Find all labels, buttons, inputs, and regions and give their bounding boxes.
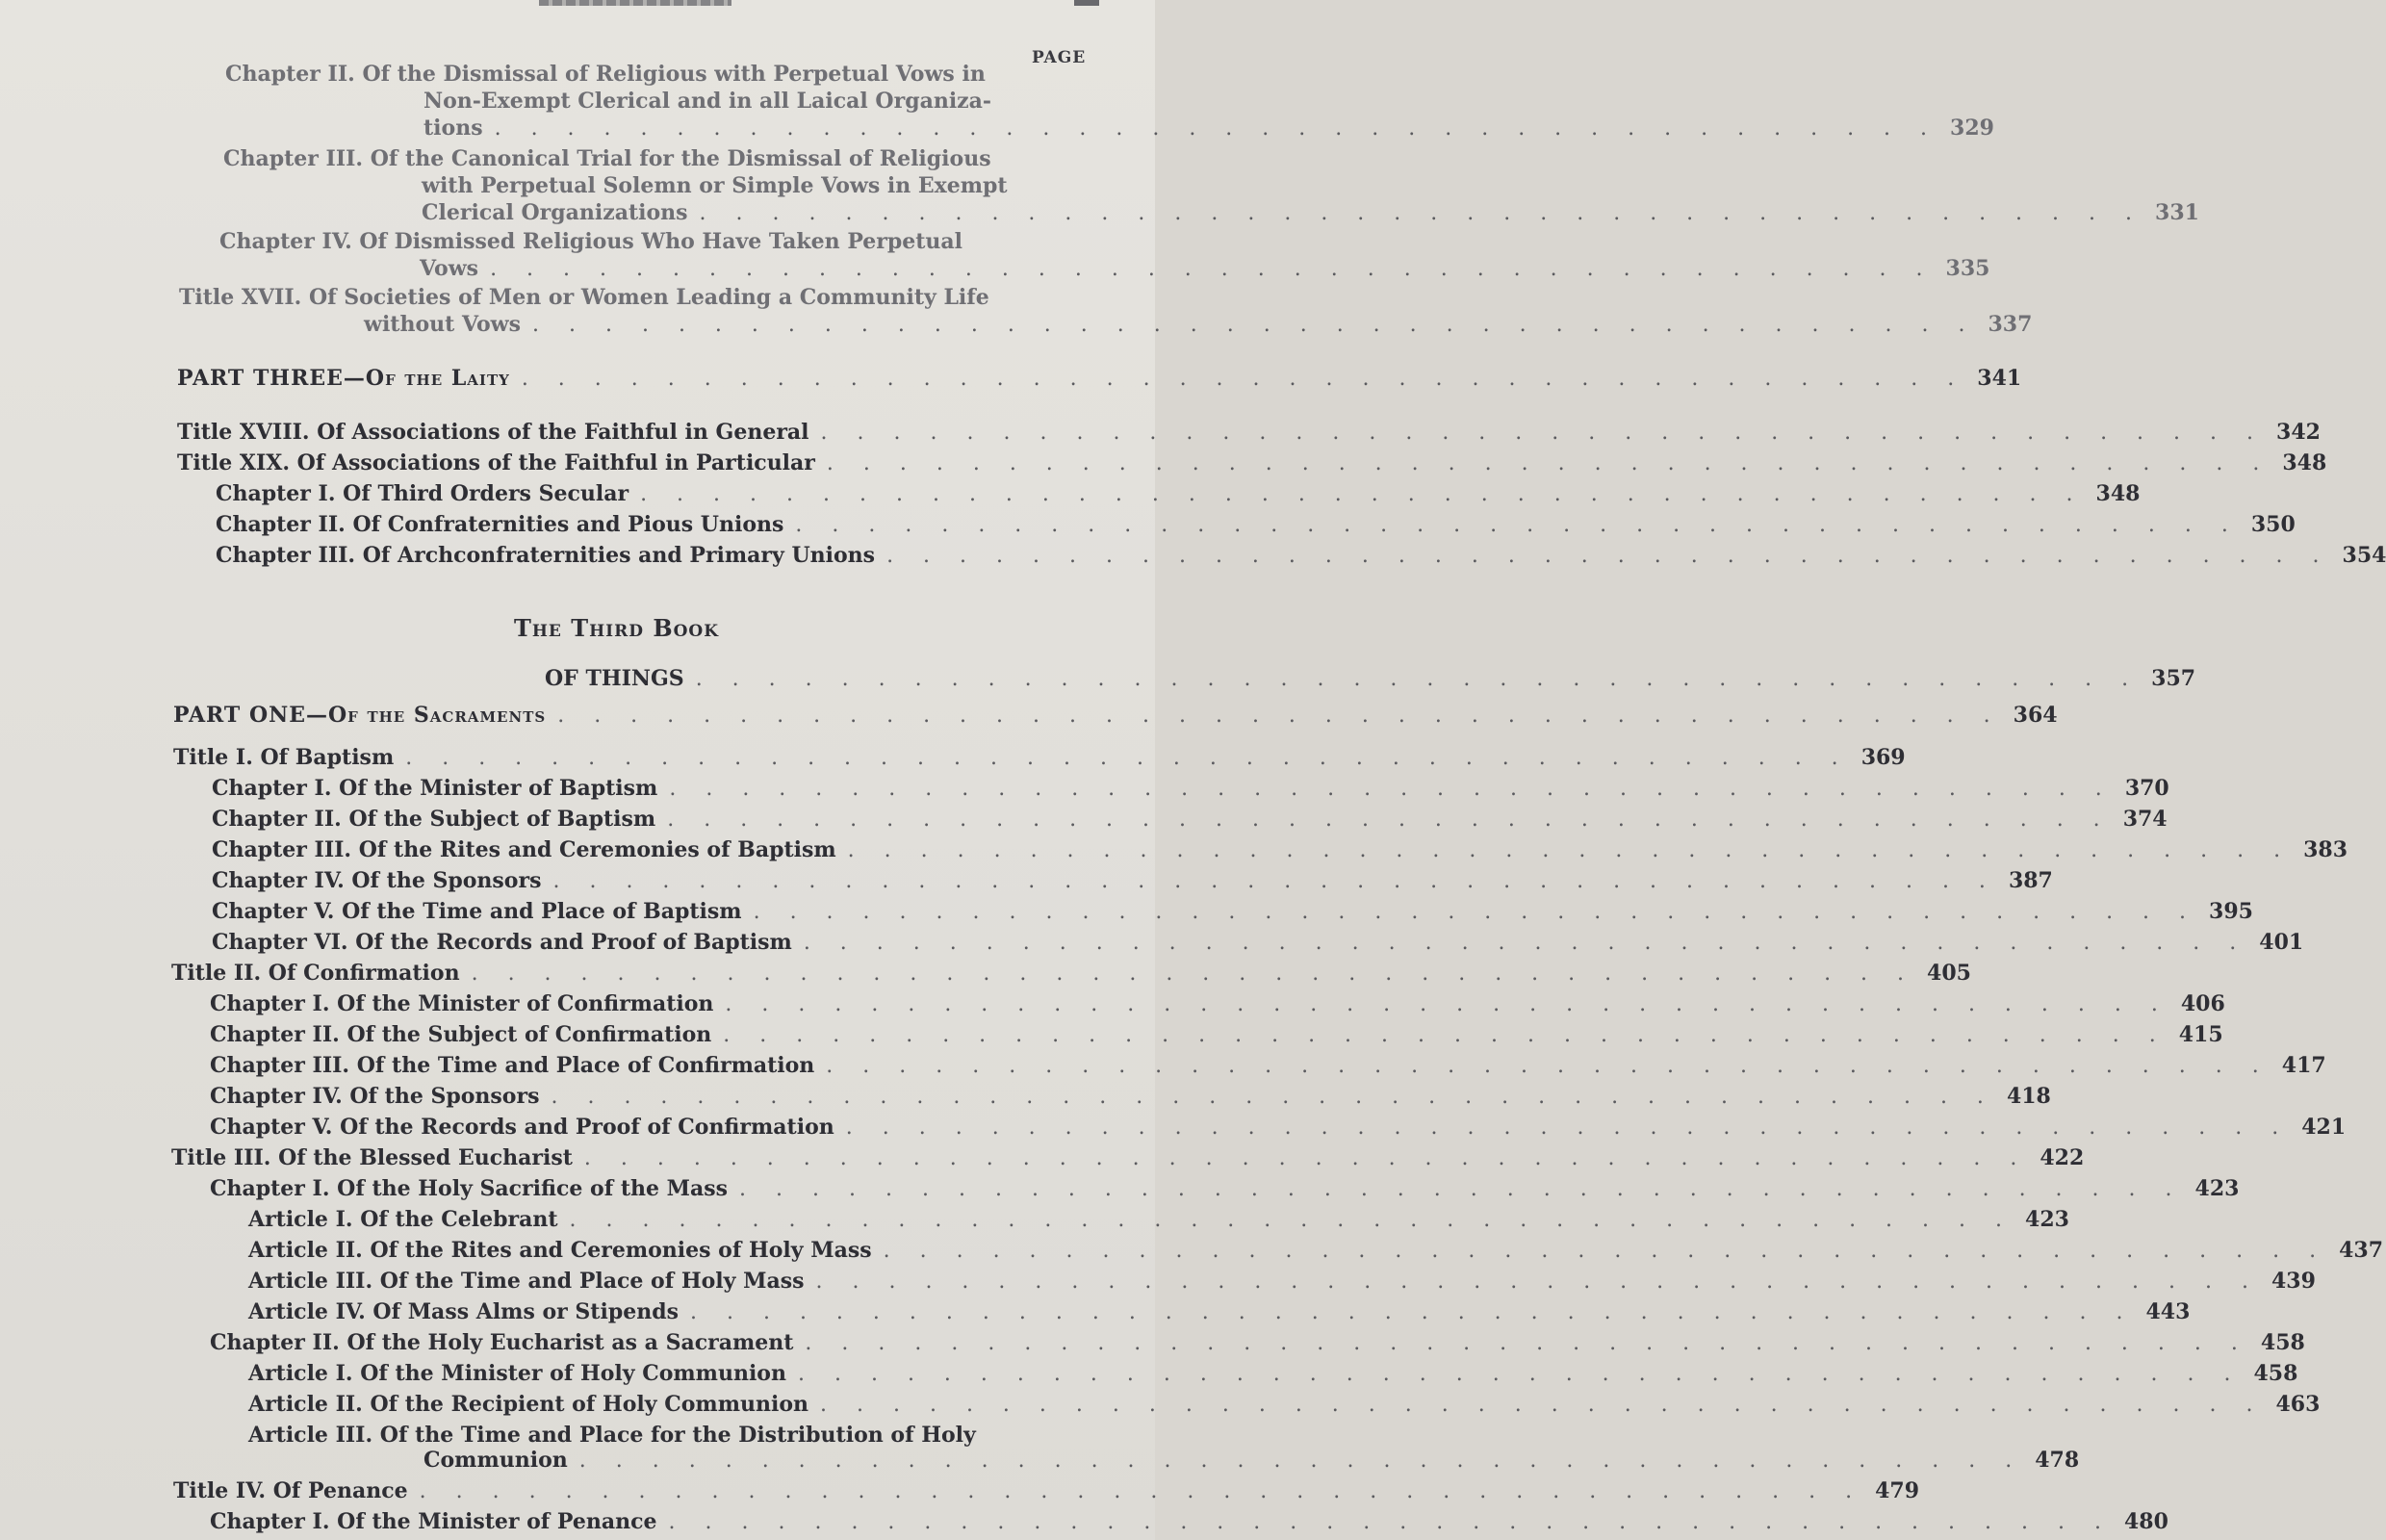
entry-title: Chapter III. Of the Rites and Ceremonies of Baptism <box>212 837 836 862</box>
toc-entry <box>423 116 1994 141</box>
toc-entry-line: with Perpetual Solemn or Simple Vows in Exempt <box>422 173 1008 198</box>
page-number: 364 <box>2013 703 2058 728</box>
page-number: 421 <box>2301 1115 2347 1140</box>
page-number: 342 <box>2276 420 2321 445</box>
entry-title: Title I. Of Baptism <box>173 745 395 770</box>
leader-dots: . . . . . . . . . . . . . . . . . . . . . . . . . . . . . . . . . . . . . . . . <box>753 900 2198 924</box>
leader-dots: . . . . . . . . . . . . . . . . . . . . . . . . . . . . . . . . . . . . . . . . <box>640 482 2085 506</box>
entry-title: Title II. Of Confirmation <box>171 961 460 986</box>
page-number: 354 <box>2342 543 2386 568</box>
page-number: 341 <box>1977 366 2022 391</box>
corner-mark <box>1074 0 1099 6</box>
toc-entry <box>212 776 2169 802</box>
toc-entry <box>248 1207 2069 1233</box>
part-title: PART ONE—Of the Sacraments <box>173 703 547 728</box>
toc-entry <box>177 450 2327 476</box>
leader-dots: . . . . . . . . . . . . . . . . . . . . . . . . . . . . . . . . . . . . . . . . <box>490 257 1935 281</box>
toc-entry <box>423 1448 2080 1474</box>
page-number: 383 <box>2303 837 2348 862</box>
entry-title: Chapter IV. Of the Sponsors <box>210 1084 540 1109</box>
leader-dots: . . . . . . . . . . . . . . . . . . . . . . . . . . . . . . . . . . . . . . . . <box>886 544 2331 568</box>
entry-title: Article I. Of the Minister of Holy Communion <box>248 1361 786 1386</box>
page-number: 443 <box>2145 1299 2191 1324</box>
page-number: 406 <box>2180 991 2225 1016</box>
toc-entry <box>420 256 1990 282</box>
page-number: 395 <box>2209 899 2253 924</box>
page-number: 415 <box>2178 1022 2223 1047</box>
leader-dots: . . . . . . . . . . . . . . . . . . . . . . . . . . . . . . . . . . . . . . . . <box>569 1208 2014 1232</box>
entry-title: Chapter V. Of the Time and Place of Baptism <box>212 899 742 924</box>
entry-title: Chapter I. Of the Minister of Penance <box>210 1509 657 1534</box>
entry-title: Chapter V. Of the Records and Proof of Confirmation <box>210 1115 834 1140</box>
entry-title: Chapter II. Of the Subject of Confirmation <box>210 1022 712 1047</box>
page-number: 374 <box>2122 807 2168 832</box>
toc-entry-line: Clerical Organizations <box>422 200 688 225</box>
toc-entry-line: tions <box>423 116 483 141</box>
page-number: 337 <box>1988 312 2033 337</box>
toc-entry <box>210 991 2225 1017</box>
leader-dots: . . . . . . . . . . . . . . . . . . . . . . . . . . . . . . . . . . . . . . . . <box>578 1449 2024 1473</box>
toc-part-heading <box>177 366 2022 392</box>
toc-entry <box>422 200 2199 226</box>
page-number: 439 <box>2271 1269 2316 1294</box>
page-number: 422 <box>2040 1145 2085 1170</box>
leader-dots: . . . . . . . . . . . . . . . . . . . . . . . . . . . . . . . . . . . . . . . . <box>583 1146 2029 1170</box>
entry-title: Title IV. Of Penance <box>173 1478 408 1503</box>
page-number: 370 <box>2124 776 2169 801</box>
page-number: 405 <box>1927 961 1971 986</box>
toc-book-heading <box>545 666 2196 692</box>
entry-title: Chapter III. Of Archconfraternities and Primary Unions <box>216 543 876 568</box>
toc-entry <box>212 837 2348 863</box>
page-number: 401 <box>2259 930 2304 955</box>
leader-dots: . . . . . . . . . . . . . . . . . . . . . . . . . . . . . . . . . . . . . . . . <box>845 1116 2291 1140</box>
page-number: 480 <box>2123 1509 2168 1534</box>
leader-dots: . . . . . . . . . . . . . . . . . . . . . . . . . . . . . . . . . . . . . . . . <box>826 451 2271 475</box>
toc-entry <box>210 1053 2326 1079</box>
page-number: 423 <box>2025 1207 2069 1232</box>
toc-entry <box>210 1115 2347 1141</box>
page-number: 331 <box>2155 200 2199 225</box>
toc-entry-line: without Vows <box>364 312 521 337</box>
toc-entry <box>210 1022 2223 1048</box>
toc-entry-line: Communion <box>423 1448 568 1473</box>
leader-dots: . . . . . . . . . . . . . . . . . . . . . . . . . . . . . . . . . . . . . . . . <box>699 201 2144 225</box>
toc-entry <box>210 1084 2051 1110</box>
page-number: 478 <box>2035 1448 2080 1473</box>
entry-title: Chapter I. Of the Minister of Baptism <box>212 776 658 801</box>
entry-title: Title XIX. Of Associations of the Faithful in Particular <box>177 450 815 475</box>
leader-dots: . . . . . . . . . . . . . . . . . . . . . . . . . . . . . . . . . . . . . . . . <box>725 992 2169 1016</box>
book-subtitle: OF THINGS <box>545 666 684 691</box>
toc-entry <box>212 930 2304 956</box>
entry-title: Article I. Of the Celebrant <box>248 1207 558 1232</box>
toc-entry <box>212 807 2168 833</box>
leader-dots: . . . . . . . . . . . . . . . . . . . . . . . . . . . . . . . . . . . . . . . . <box>820 1393 2265 1417</box>
entry-title: Chapter III. Of the Time and Place of Confirmation <box>210 1053 815 1078</box>
page-number: 418 <box>2006 1084 2051 1109</box>
page-number: 348 <box>2095 481 2141 506</box>
toc-entry <box>173 745 1906 771</box>
page-number: 463 <box>2275 1392 2321 1417</box>
toc-entry-line: Vows <box>420 256 479 281</box>
toc-entry-line: Non-Exempt Clerical and in all Laical Organiza- <box>423 89 992 114</box>
page-number: 417 <box>2281 1053 2326 1078</box>
leader-dots: . . . . . . . . . . . . . . . . . . . . . . . . . . . . . . . . . . . . . . . . <box>797 1362 2243 1386</box>
entry-title: Chapter I. Of the Holy Sacrifice of the Mass <box>210 1176 729 1201</box>
book-title: The Third Book <box>514 614 720 642</box>
page-number: 335 <box>1945 256 1990 281</box>
leader-dots: . . . . . . . . . . . . . . . . . . . . . . . . . . . . . . . . . . . . . . . . <box>820 421 2266 445</box>
toc-entry <box>177 420 2321 446</box>
toc-entry-line: Article III. Of the Time and Place for the Distribution of Holy <box>248 1423 976 1448</box>
page-number: 369 <box>1860 745 1906 770</box>
toc-entry <box>248 1269 2316 1295</box>
toc-entry <box>248 1299 2191 1325</box>
toc-entry <box>212 899 2253 925</box>
leader-dots: . . . . . . . . . . . . . . . . . . . . . . . . . . . . . . . . . . . . . . . . <box>667 808 2112 832</box>
leader-dots: . . . . . . . . . . . . . . . . . . . . . . . . . . . . . . . . . . . . . . . . <box>803 931 2248 955</box>
toc-entry <box>171 1145 2085 1171</box>
entry-title: Article III. Of the Time and Place of Holy Mass <box>248 1269 805 1294</box>
toc-entry <box>248 1392 2321 1418</box>
page-number: 479 <box>1875 1478 1920 1503</box>
page-number: 329 <box>1950 116 1994 141</box>
leader-dots: . . . . . . . . . . . . . . . . . . . . . . . . . . . . . . . . . . . . . . . . <box>471 962 1916 986</box>
leader-dots: . . . . . . . . . . . . . . . . . . . . . . . . . . . . . . . . . . . . . . . . <box>826 1054 2271 1078</box>
toc-entry-line: Chapter IV. Of Dismissed Religious Who Have Taken Perpetual <box>219 229 963 254</box>
page-number: 458 <box>2260 1330 2305 1355</box>
leader-dots: . . . . . . . . . . . . . . . . . . . . . . . . . . . . . . . . . . . . . . . . <box>419 1479 1864 1503</box>
running-header-rule <box>539 0 731 6</box>
toc-entry <box>212 868 2053 894</box>
toc-entry-line: Chapter III. Of the Canonical Trial for the Dismissal of Religious <box>223 146 991 171</box>
toc-entry <box>248 1361 2298 1387</box>
leader-dots: . . . . . . . . . . . . . . . . . . . . . . . . . . . . . . . . . . . . . . . . <box>551 1085 1995 1109</box>
page-number: 437 <box>2339 1238 2384 1263</box>
entry-title: Chapter II. Of Confraternities and Pious Unions <box>216 512 784 537</box>
entry-title: Title III. Of the Blessed Eucharist <box>171 1145 573 1170</box>
toc-entry <box>216 481 2141 507</box>
page-number: 350 <box>2250 512 2296 537</box>
toc-entry <box>210 1176 2240 1202</box>
leader-dots: . . . . . . . . . . . . . . . . . . . . . . . . . . . . . . . . . . . . . . . . <box>557 704 2002 728</box>
entry-title: Title XVIII. Of Associations of the Faithful in General <box>177 420 809 445</box>
entry-title: Chapter I. Of Third Orders Secular <box>216 481 629 506</box>
toc-entry <box>210 1330 2305 1356</box>
entry-title: Chapter I. Of the Minister of Confirmation <box>210 991 714 1016</box>
leader-dots: . . . . . . . . . . . . . . . . . . . . . . . . . . . . . . . . . . . . . . . . <box>739 1177 2184 1201</box>
leader-dots: . . . . . . . . . . . . . . . . . . . . . . . . . . . . . . . . . . . . . . . . <box>405 746 1850 770</box>
page-number: 357 <box>2151 666 2196 691</box>
leader-dots: . . . . . . . . . . . . . . . . . . . . . . . . . . . . . . . . . . . . . . . . <box>723 1023 2168 1047</box>
toc-entry <box>216 543 2386 569</box>
leader-dots: . . . . . . . . . . . . . . . . . . . . . . . . . . . . . . . . . . . . . . . . <box>695 667 2141 691</box>
leader-dots: . . . . . . . . . . . . . . . . . . . . . . . . . . . . . . . . . . . . . . . . <box>689 1300 2135 1324</box>
leader-dots: . . . . . . . . . . . . . . . . . . . . . . . . . . . . . . . . . . . . . . . . <box>494 116 1939 141</box>
toc-entry <box>171 961 1971 987</box>
toc-entry <box>173 1478 1920 1504</box>
entry-title: Chapter VI. Of the Records and Proof of Baptism <box>212 930 792 955</box>
entry-title: Article IV. Of Mass Alms or Stipends <box>248 1299 679 1324</box>
entry-title: Article II. Of the Recipient of Holy Communion <box>248 1392 808 1417</box>
leader-dots: . . . . . . . . . . . . . . . . . . . . . . . . . . . . . . . . . . . . . . . . <box>883 1239 2328 1263</box>
leader-dots: . . . . . . . . . . . . . . . . . . . . . . . . . . . . . . . . . . . . . . . . <box>552 869 1997 893</box>
leader-dots: . . . . . . . . . . . . . . . . . . . . . . . . . . . . . . . . . . . . . . . . <box>669 777 2114 801</box>
leader-dots: . . . . . . . . . . . . . . . . . . . . . . . . . . . . . . . . . . . . . . . . <box>847 838 2293 862</box>
toc-part-heading <box>173 703 2058 729</box>
leader-dots: . . . . . . . . . . . . . . . . . . . . . . . . . . . . . . . . . . . . . . . . <box>521 367 1966 391</box>
page-number: 387 <box>2008 868 2053 893</box>
entry-title: Chapter IV. Of the Sponsors <box>212 868 542 893</box>
leader-dots: . . . . . . . . . . . . . . . . . . . . . . . . . . . . . . . . . . . . . . . . <box>805 1331 2249 1355</box>
entry-title: Chapter II. Of the Holy Eucharist as a Sacrament <box>210 1330 794 1355</box>
toc-entry <box>210 1509 2168 1535</box>
entry-title: Article II. Of the Rites and Ceremonies of Holy Mass <box>248 1238 872 1263</box>
page-column-label: PAGE <box>1032 48 1087 67</box>
toc-entry-line: Chapter II. Of the Dismissal of Religious with Perpetual Vows in <box>225 62 986 87</box>
part-title: PART THREE—Of the Laity <box>177 366 510 391</box>
toc-entry <box>248 1238 2384 1264</box>
toc-entry <box>216 512 2296 538</box>
toc-entry <box>364 312 2033 338</box>
toc-entry-line: Title XVII. Of Societies of Men or Women Leading a Community Life <box>179 285 989 310</box>
leader-dots: . . . . . . . . . . . . . . . . . . . . . . . . . . . . . . . . . . . . . . . . <box>815 1270 2260 1294</box>
leader-dots: . . . . . . . . . . . . . . . . . . . . . . . . . . . . . . . . . . . . . . . . <box>532 313 1977 337</box>
leader-dots: . . . . . . . . . . . . . . . . . . . . . . . . . . . . . . . . . . . . . . . . <box>795 513 2240 537</box>
page-number: 458 <box>2253 1361 2298 1386</box>
page-number: 348 <box>2282 450 2327 475</box>
page-number: 423 <box>2194 1176 2240 1201</box>
entry-title: Chapter II. Of the Subject of Baptism <box>212 807 656 832</box>
leader-dots: . . . . . . . . . . . . . . . . . . . . . . . . . . . . . . . . . . . . . . . . <box>668 1510 2113 1534</box>
